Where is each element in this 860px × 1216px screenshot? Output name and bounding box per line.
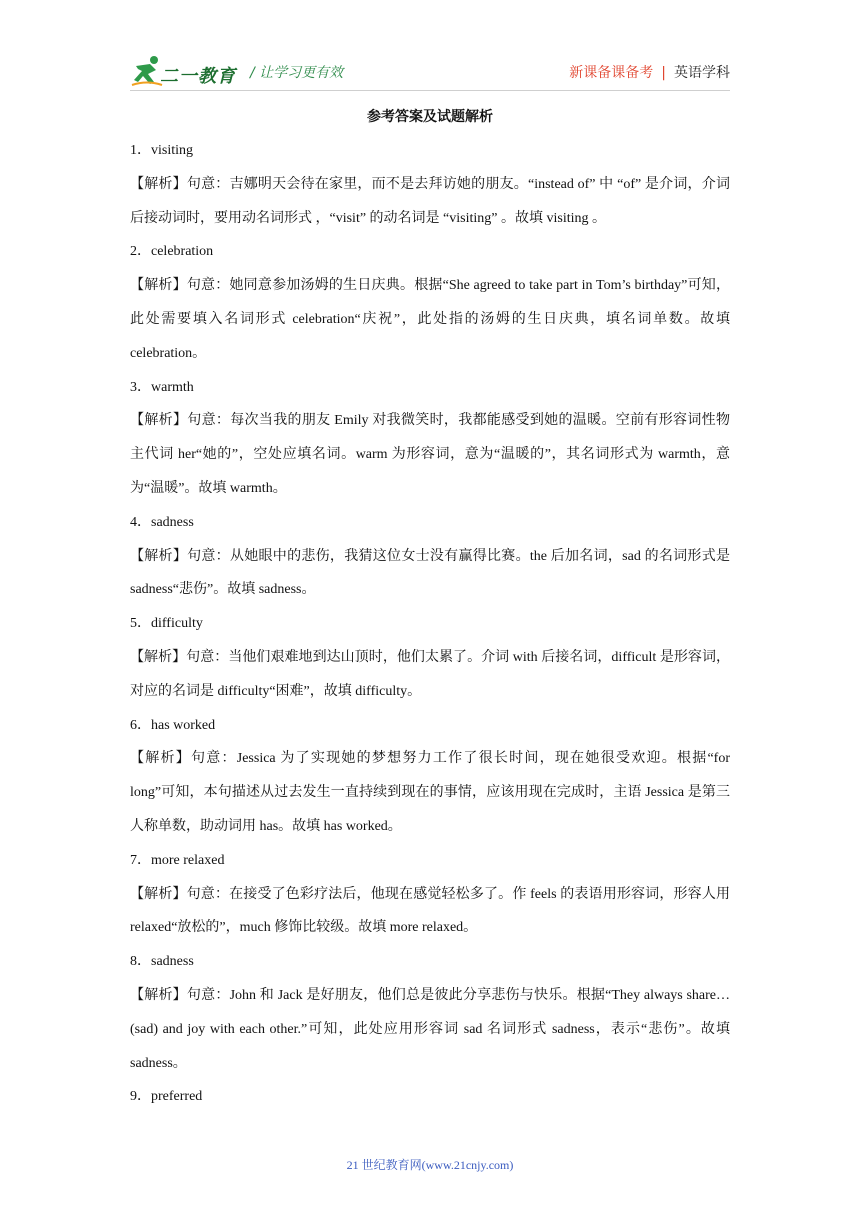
answer-text: 2．celebration — [130, 244, 214, 260]
answer-list — [130, 134, 730, 1114]
answer-text: 6．has worked — [130, 717, 216, 733]
analysis-text: 【解析】句意：Jessica 为了实现她的梦想努力工作了很长时间，现在她很受欢迎。根据“for long”可知，本句描述从过去发生一直持续到现在的事情，应该用现在完成时，主语 Jessica 是第三人称单数，助动词用 has。故填 has worked。 — [130, 751, 730, 834]
running-person-icon — [130, 54, 164, 88]
page-header — [130, 54, 730, 90]
answer-text: 9．preferred — [130, 1089, 203, 1105]
answer-item — [130, 607, 730, 708]
analysis-text: 【解析】句意：每次当我的朋友 Emily 对我微笑时，我都能感受到她的温暖。空前有形容词性物主代词 her“她的”，空处应填名词。warm 为形容词，意为“温暖的”，其名词形式为 warmth，意为“温暖”。故填 warmth。 — [130, 413, 730, 496]
logo-text: 二一教育 — [160, 66, 236, 86]
answer-item — [130, 235, 730, 370]
subject-label: 英语学科 — [674, 65, 730, 81]
answer-text: 3．warmth — [130, 379, 194, 395]
header-right — [569, 62, 730, 82]
slogan: / 让学习更有效 — [250, 65, 344, 81]
analysis-text: 【解析】句意：她同意参加汤姆的生日庆典。根据“She agreed to take part in Tom’s birthday”可知，此处需要填入名词形式 celebration“庆祝”，此处指的汤姆的生日庆典，填名词单数。故填 celebration。 — [130, 278, 730, 361]
answer-text: 4．sadness — [130, 514, 194, 530]
analysis-text: 【解析】句意：当他们艰难地到达山顶时，他们太累了。介词 with 后接名词，difficult 是形容词，对应的名词是 difficulty“困难”，故填 difficulty。 — [130, 649, 730, 699]
answer-item — [130, 506, 730, 607]
answer-item — [130, 1080, 730, 1114]
analysis-text: 【解析】句意：吉娜明天会待在家里，而不是去拜访她的朋友。“instead of” 中 “of” 是介词，介词后接动词时，要用动名词形式 ，“visit” 的动名词是 “visiting” 。故填 visiting 。 — [130, 176, 730, 226]
analysis-text: 【解析】句意：从她眼中的悲伤，我猜这位女士没有赢得比赛。the 后加名词，sad 的名词形式是 sadness“悲伤”。故填 sadness。 — [130, 548, 730, 598]
answer-item — [130, 945, 730, 1080]
header-divider — [130, 90, 730, 91]
answer-item — [130, 371, 730, 506]
header-separator: | — [661, 65, 666, 81]
answer-text: 8．sadness — [130, 954, 194, 970]
analysis-text: 【解析】句意：John 和 Jack 是好朋友，他们总是彼此分享悲伤与快乐。根据“They always share…(sad) and joy with each other.”可知，此处应用形容词 sad 名词形式 sadness，表示“悲伤”。故填 sadness。 — [130, 987, 730, 1071]
answer-item — [130, 709, 730, 844]
course-label: 新课备课备考 — [569, 65, 654, 81]
answer-text: 1．visiting — [130, 143, 194, 158]
answer-item — [130, 844, 730, 945]
analysis-text: 【解析】句意：在接受了色彩疗法后，他现在感觉轻松多了。作 feels 的表语用形容词，形容人用 relaxed“放松的”，much 修饰比较级。故填 more relaxed。 — [130, 886, 730, 936]
page-footer: 21 世纪教育网(www.21cnjy.com) — [346, 1158, 514, 1172]
answer-text: 5．difficulty — [130, 616, 203, 632]
page-title: 参考答案及试题解析 — [367, 109, 493, 125]
answer-text: 7．more relaxed — [130, 852, 225, 868]
answer-item — [130, 134, 730, 235]
logo — [130, 54, 242, 88]
